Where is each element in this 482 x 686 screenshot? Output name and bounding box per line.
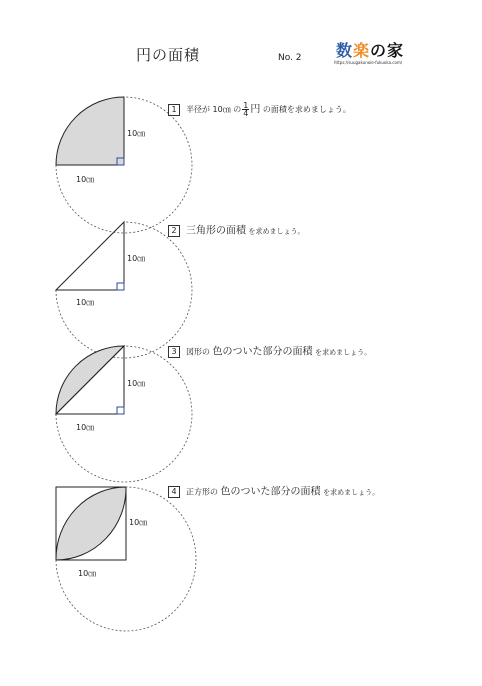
q1-text-b: 円 <box>250 104 261 115</box>
question-number-2: 2 <box>168 225 180 237</box>
figure-2-triangle <box>56 222 192 358</box>
logo-char-3: の家 <box>370 41 405 60</box>
q1-radius-label: 10㎝ <box>127 129 146 138</box>
q4-text-c: を求めましょう。 <box>323 488 380 497</box>
frac-numerator: 1 <box>243 101 249 110</box>
page-number: No. 2 <box>278 53 302 63</box>
q4-base-label: 10㎝ <box>78 569 97 578</box>
question-3 <box>168 346 371 359</box>
figure-4-square-lens <box>56 487 196 631</box>
question-number-4: 4 <box>168 486 180 498</box>
site-url[interactable]: https://suugakunoie-fukuoka.com/ <box>334 60 403 65</box>
q1-text-a: 半径が 10㎝ の <box>186 105 242 114</box>
logo-char-2: 楽 <box>353 41 371 60</box>
q3-text-a: 図形の <box>186 347 210 357</box>
logo-char-1: 数 <box>336 41 354 60</box>
q3-text-b: 色のついた部分の面積 <box>212 346 313 358</box>
right-angle-mark <box>117 407 124 414</box>
q4-text-a: 正方形の <box>186 487 218 497</box>
q4-radius-label: 10㎝ <box>129 518 148 527</box>
question-4 <box>168 486 379 499</box>
figure-1-quarter-circle <box>56 97 192 233</box>
q2-radius-label: 10㎝ <box>127 254 146 263</box>
page-title: 円の面積 <box>136 46 201 64</box>
q2-base-label: 10㎝ <box>76 298 95 307</box>
q3-text-c: を求めましょう。 <box>315 348 372 357</box>
q3-radius-label: 10㎝ <box>127 379 146 388</box>
right-angle-mark <box>117 283 124 290</box>
frac-denominator: 4 <box>243 109 249 118</box>
q4-text-b: 色のついた部分の面積 <box>220 486 321 498</box>
q2-text-b: を求めましょう。 <box>248 227 305 236</box>
question-number-1: 1 <box>168 104 180 116</box>
fraction-one-quarter <box>242 102 249 117</box>
q2-text-a: 三角形の面積 <box>186 225 246 237</box>
q1-text-c: の面積を求めましょう。 <box>262 105 351 114</box>
question-number-3: 3 <box>168 346 180 358</box>
question-1 <box>168 102 351 117</box>
figure-3-segment <box>56 346 192 482</box>
q3-base-label: 10㎝ <box>76 423 95 432</box>
question-2 <box>168 225 305 238</box>
q1-base-label: 10㎝ <box>76 175 95 184</box>
